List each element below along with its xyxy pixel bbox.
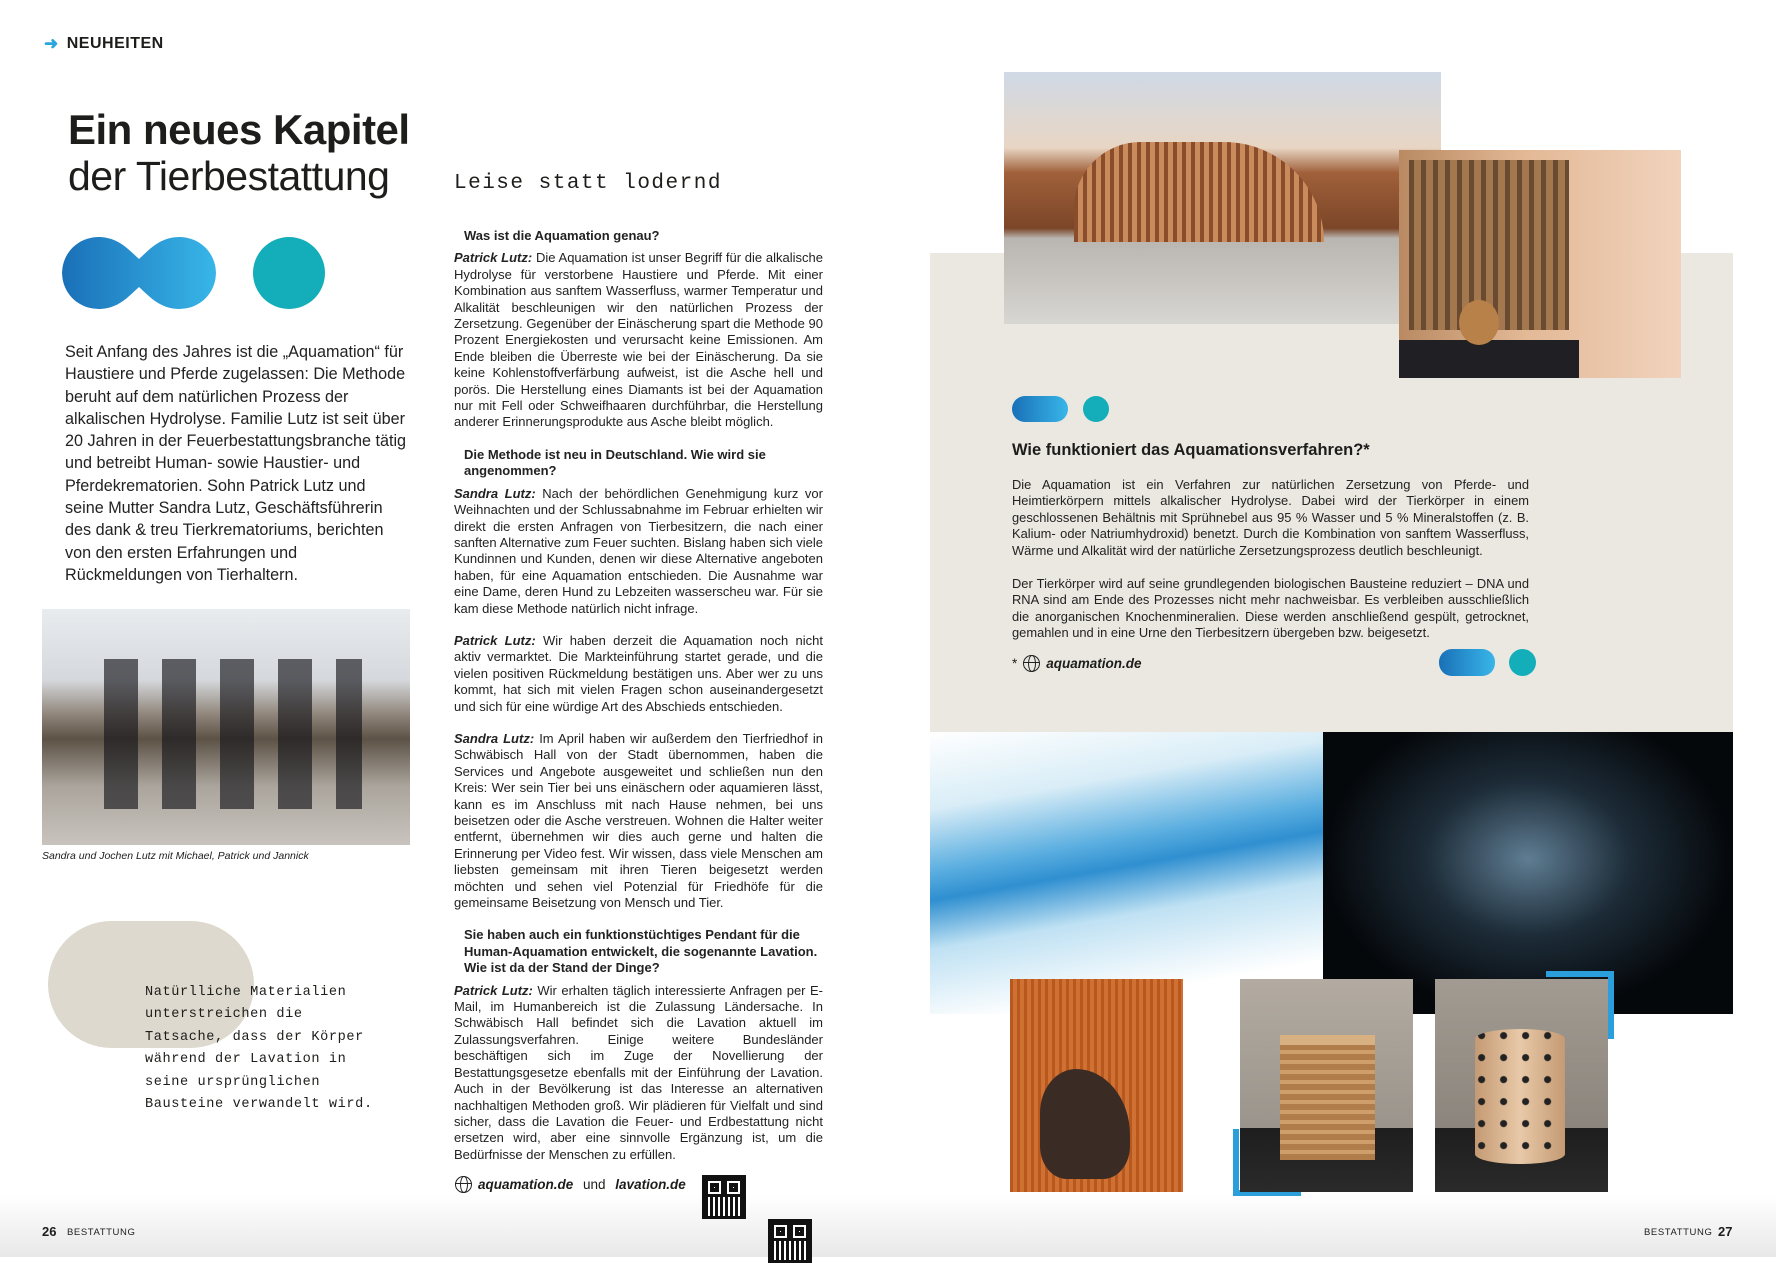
section-label [44, 34, 164, 54]
infobox-paragraph-2: Der Tierkörper wird auf seine grundlegenden biologischen Bausteine reduziert – DNA und RNA sind am Ende des Prozesses nicht mehr nachweisbar. Es verbleiben ausschließlich die anorganischen Knochenmineralien. Diese werden anschließend gespült, getrocknet, gemahlen und in eine Urne den Tierbesitzern übergeben bzw. beigesetzt. [1012, 576, 1529, 641]
horse-head [1040, 1069, 1130, 1179]
globe-icon [455, 1176, 472, 1193]
brand-circle-small [1083, 396, 1109, 422]
speaker-name: Patrick Lutz: [454, 250, 533, 266]
answer-text: Wir erhalten täglich interessierte Anfragen per E-Mail, im Humanbereich ist die Zulassung Ländersache. In Schwäbisch Hall befindet sich die Lavation aktuell im Zulassungsverfahren. Einige weitere Bundesländer beschäftigen sich im Zuge der Novellierung der Bestattungsgesetze ebenfalls mit der Einführung der Lavation. Auch in der Bevölkerung ist das Interesse an alternativen nachhaltigen Methoden groß. Wir plädieren für Vielfalt und sind sicher, dass die Lavation die Feuer- und Erdbestattung nicht ersetzen wird, aber eine sinnvolle Ergänzung ist, um die Bedürfnisse der Menschen zu erfüllen. [454, 982, 823, 1162]
infobox-heading: Wie funktioniert das Aquamationsverfahren?* [1012, 441, 1370, 459]
arrow-right-icon: ➜ [44, 34, 59, 53]
interview-column [454, 228, 823, 1179]
link-joiner: und [579, 1177, 610, 1192]
page-bottom-shade [0, 1195, 1776, 1257]
interview-heading: Leise statt lodernd [454, 172, 722, 195]
answer-text: Wir haben derzeit die Aquamation noch nicht aktiv vermarktet. Die Markteinführung startet gerade, und die vielen positiven Rückmeldung bestätigen uns. Aber wer zu uns kommt, hat sich mit vielen Fragen schon auseinandergesetzt und sich für eine würdige Art des Abschieds entschieden. [454, 632, 823, 714]
footnote-mark: * [1012, 656, 1018, 671]
water-photo-dark [1323, 732, 1733, 1014]
qr-code-aquamation[interactable] [702, 1175, 746, 1219]
water-photo-light [930, 732, 1323, 1014]
globe-icon [1023, 655, 1040, 672]
website-links [455, 1176, 686, 1193]
perforated-urn-photo [1435, 979, 1608, 1192]
brand-circle-small [1509, 649, 1536, 676]
speaker-name: Patrick Lutz: [454, 632, 536, 648]
section-footer-right: BESTATTUNG [1644, 1227, 1713, 1238]
interview-answer [454, 731, 823, 911]
building-photo [1004, 72, 1441, 324]
urn [1475, 1029, 1565, 1164]
speaker-name: Patrick Lutz: [454, 982, 533, 998]
interview-answer [454, 983, 823, 1163]
brand-blob-shape [62, 237, 216, 309]
family-photo [42, 609, 410, 845]
wooden-urn-photo [1240, 979, 1413, 1192]
horse-urn-photo [1010, 979, 1183, 1192]
answer-text: Nach der behördlichen Genehmigung kurz vor Weihnachten und der Schlussabnahme im Februar erhielten wir direkt die ersten Anfragen von Tierbesitzern, die nach einer sanften Alternative zum Feuer suchten. Bislang haben sich viele Kundinnen und Kunden, denen wir diese Alternative angeboten haben, für eine Aquamation entschieden. Die Ausnahme war eine Dame, deren Hund zu Lebzeiten wasserscheu war. Für sie kam diese Methode natürlich nicht infrage. [454, 485, 823, 616]
intro-paragraph: Seit Anfang des Jahres ist die „Aquamation“ für Haustiere und Pferde zugelassen: Die Methode beruht auf dem natürlichen Prozess der alkalischen Hydrolyse. Familie Lutz ist seit über 20 Jahren in der Feuerbestattungsbranche tätig und betreibt Human- sowie Haustier- und Pferdekrematorien. Sohn Patrick Lutz und seine Mutter Sandra Lutz, Geschäftsführerin des dank & treu Tierkrematoriums, berichten von den ersten Erfahrungen und Rückmeldungen von Tierhaltern. [65, 343, 407, 584]
people-figures [92, 659, 362, 809]
page-number-right: 27 [1718, 1224, 1733, 1239]
interview-question: Sie haben auch ein funktionstüchtiges Pendant für die Human-Aquamation entwickelt, die sogenannte Lavation. Wie ist da der Stand der Dinge? [464, 927, 818, 976]
interview-answer [454, 633, 823, 715]
brand-blob-small [1012, 396, 1068, 422]
brand-blob-small [1439, 649, 1495, 676]
wooden-facade [1074, 142, 1324, 242]
interview-question: Die Methode ist neu in Deutschland. Wie wird sie angenommen? [464, 446, 766, 479]
infobox-paragraph-1: Die Aquamation ist ein Verfahren zur natürlichen Zersetzung von Pferde- und Heimtierkörpern mittels alkalischer Hydrolyse. Dabei wird der Tierkörper in einem geschlossenen Behältnis mit Sprühnebel aus 95 % Wasser und 5 % Mineralstoffen (z. B. Kalium- oder Natriumhydroxid) benetzt. Durch die Kombination von sanftem Wasserfluss, Wärme und Alkalität wird der natürliche Zersetzungsprozess deutlich beschleunigt. [1012, 477, 1529, 558]
urn [1280, 1035, 1375, 1160]
bench [1399, 340, 1579, 378]
section-label-text: NEUHEITEN [66, 35, 164, 52]
infobox-link [1012, 655, 1142, 672]
pull-quote: Natürlliche Materialien unterstreichen die Tatsache, dass der Körper während der Lavation in seine ursprünglichen Bausteine verwandelt wird. [145, 985, 373, 1113]
speaker-name: Sandra Lutz: [454, 730, 535, 746]
page-number-left: 26 [42, 1224, 57, 1239]
section-footer-left: BESTATTUNG [67, 1227, 136, 1238]
link-aquamation[interactable]: aquamation.de [478, 1177, 574, 1192]
link-lavation[interactable]: lavation.de [615, 1177, 686, 1192]
article-subtitle: der Tierbestattung [68, 153, 390, 199]
interview-answer [454, 250, 823, 430]
photo-caption: Sandra und Jochen Lutz mit Michael, Patrick und Jannick [42, 850, 309, 862]
interior-photo [1399, 150, 1681, 378]
answer-text: Die Aquamation ist unser Begriff für die alkalische Hydrolyse für verstorbene Haustiere und Pferde. Mit einer Kombination aus sanftem Wasserfluss, warmer Temperatur und Alkalität beschleunigen wir den natürlichen Prozess der Zersetzung. Gegenüber der Einäscherung spart die Methode 90 Prozent Energiekosten und verursacht keine Emissionen. Am Ende bleiben die Überreste wie bei der Einäscherung. Da sie keine Kohlenstoffverfärbung aufweist, ist die Asche hell und porös. Die Herstellung eines Diamants ist bei der Aquamation nur mit Fell oder Schweifhaaren durchführbar, die Herstellung anderer Erinnerungsprodukte aus Asche bleibt möglich. [454, 250, 824, 430]
link-aquamation[interactable]: aquamation.de [1046, 656, 1142, 671]
article-title: Ein neues Kapitel [68, 106, 410, 153]
interview-question: Was ist die Aquamation genau? [464, 228, 660, 243]
interview-answer [454, 486, 823, 617]
teddy-bear [1459, 300, 1499, 345]
answer-text: Im April haben wir außerdem den Tierfriedhof in Schwäbisch Hall von der Stadt übernommen, haben die Services und Angebote ausgeweitet und schließen nun den Kreis: Wer sein Tier bei uns einäschern oder aquamieren lässt, kann es im Anschluss mit nach Hause nehmen, bei uns beisetzen oder die Asche verstreuen. Wohnen die Halter weiter entfernt, übernehmen wir dies auch gerne und halten die Erinnerung per Video fest. Wir wissen, dass viele Menschen am liebsten gemeinsam mit ihren Tieren beigesetzt werden möchten und sehen viel Potenzial für Friedhöfe für die gemeinsame Beisetzung von Mensch und Tier. [454, 730, 823, 911]
speaker-name: Sandra Lutz: [454, 485, 536, 501]
qr-code-lavation[interactable] [768, 1219, 812, 1263]
brand-circle-shape [253, 237, 325, 309]
